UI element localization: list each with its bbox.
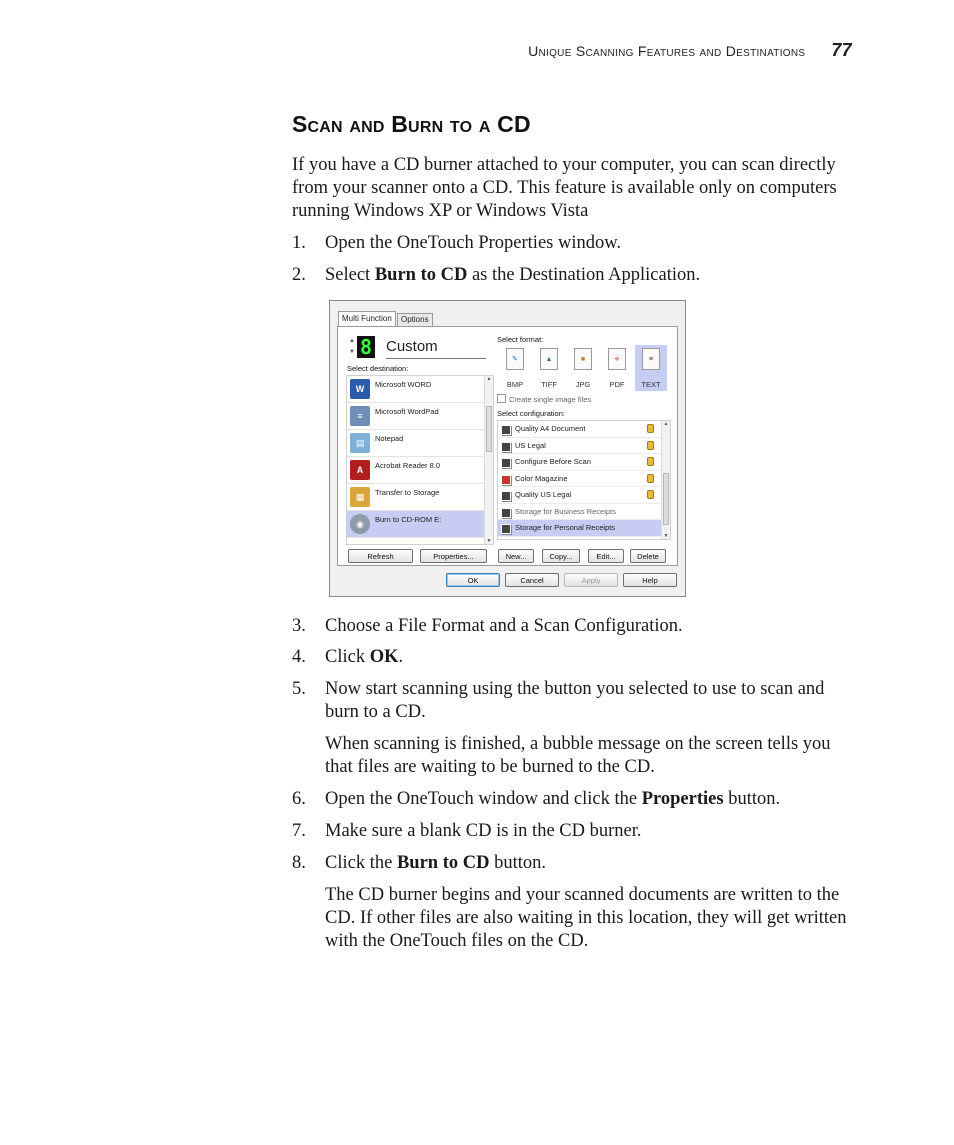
notepad-icon: ▤ — [350, 433, 370, 453]
list-item[interactable] — [498, 421, 662, 438]
config-icon — [501, 425, 511, 435]
step-number: 8. — [292, 853, 306, 873]
format-label: TIFF — [541, 380, 557, 389]
destination-label: Notepad — [375, 434, 404, 443]
destination-label: Acrobat Reader 8.0 — [375, 461, 441, 470]
format-label: TEXT — [641, 380, 661, 389]
config-icon — [501, 475, 511, 485]
checkbox-icon[interactable] — [497, 394, 506, 403]
select-format-label: Select format: — [497, 335, 544, 344]
list-item[interactable] — [498, 471, 662, 488]
step-text: Open the OneTouch window and click the Properties button. — [325, 789, 781, 809]
config-icon — [501, 491, 511, 501]
step-text: Select Burn to CD as the Destination Application. — [325, 265, 701, 285]
tab-multi-function[interactable]: Multi Function — [338, 311, 396, 326]
destination-label: Microsoft WORD — [375, 380, 432, 389]
delete-button[interactable]: Delete — [630, 549, 666, 563]
step-text: Make sure a blank CD is in the CD burner. — [325, 821, 642, 841]
configuration-list[interactable] — [497, 420, 671, 540]
jpg-icon: ■ — [574, 348, 592, 370]
lock-icon — [647, 424, 654, 433]
list-item[interactable] — [498, 438, 662, 455]
list-item[interactable] — [347, 403, 485, 430]
note-after-step-5: When scanning is finished, a bubble message on the screen tells you that files are waiting to be burned to the CD. — [325, 734, 831, 777]
step-text: Open the OneTouch Properties window. — [325, 233, 622, 253]
config-label: Configure Before Scan — [515, 457, 591, 466]
text-icon: ≡ — [642, 348, 660, 370]
copy-button[interactable]: Copy... — [542, 549, 580, 563]
step-text: Choose a File Format and a Scan Configuration. — [325, 616, 683, 636]
step-number: 1. — [292, 233, 306, 253]
destination-label: Transfer to Storage — [375, 488, 440, 497]
step-text: Now start scanning using the button you selected to use to scan and burn to a CD. — [325, 679, 825, 722]
format-pdf[interactable] — [601, 345, 633, 391]
destination-label: Burn to CD-ROM E: — [375, 515, 442, 524]
wordpad-icon: ≡ — [350, 406, 370, 426]
step-text: Click OK. — [325, 647, 404, 667]
list-item[interactable] — [347, 376, 485, 403]
config-icon — [501, 524, 511, 534]
config-icon — [501, 458, 511, 468]
properties-button[interactable]: Properties... — [420, 549, 487, 563]
config-label: Storage for Business Receipts — [515, 506, 616, 516]
refresh-button[interactable]: Refresh — [348, 549, 413, 563]
custom-label: Custom — [386, 336, 486, 359]
config-label: Storage for Personal Receipts — [515, 523, 616, 532]
destination-scrollbar[interactable] — [484, 376, 493, 544]
properties-panel — [337, 326, 678, 566]
cd-burn-icon: ◉ — [350, 514, 370, 534]
bmp-icon: ✎ — [506, 348, 524, 370]
tiff-icon: ▲ — [540, 348, 558, 370]
section-title: Scan and Burn to a CD — [292, 111, 531, 137]
page-number: 77 — [831, 40, 852, 60]
step-number: 2. — [292, 265, 306, 285]
counter-arrows-icon[interactable]: ▲ ▼ — [349, 338, 355, 355]
step-number: 4. — [292, 647, 306, 667]
format-label: PDF — [609, 380, 625, 389]
format-label: JPG — [575, 380, 591, 389]
format-text[interactable] — [635, 345, 667, 391]
select-destination-label: Select destination: — [347, 364, 409, 373]
apply-button[interactable]: Apply — [564, 573, 618, 587]
ok-button[interactable]: OK — [446, 573, 500, 587]
scroll-up-icon[interactable]: ▲ — [663, 421, 669, 427]
config-label: US Legal — [515, 440, 546, 450]
list-item[interactable] — [498, 454, 662, 471]
onetouch-properties-screenshot — [329, 300, 686, 597]
format-label: BMP — [506, 380, 524, 389]
lock-icon — [647, 474, 654, 483]
scroll-down-icon[interactable]: ▼ — [663, 533, 669, 539]
step-number: 6. — [292, 789, 306, 809]
edit-button[interactable]: Edit... — [588, 549, 624, 563]
scroll-up-icon[interactable]: ▲ — [486, 376, 492, 382]
scroll-thumb[interactable] — [486, 406, 492, 452]
scroll-thumb[interactable] — [663, 473, 669, 525]
config-label: Color Magazine — [515, 473, 568, 483]
configuration-scrollbar[interactable] — [661, 421, 670, 539]
list-item[interactable] — [498, 520, 662, 537]
config-label: Quality A4 Document — [515, 424, 586, 433]
acrobat-icon: A — [350, 460, 370, 480]
list-item[interactable] — [498, 504, 662, 521]
scroll-down-icon[interactable]: ▼ — [486, 538, 492, 544]
step-text: Click the Burn to CD button. — [325, 853, 546, 873]
step-number: 5. — [292, 679, 306, 699]
config-icon — [501, 508, 511, 518]
step-number: 7. — [292, 821, 306, 841]
running-title: Unique Scanning Features and Destinations — [528, 43, 806, 59]
new-button[interactable]: New... — [498, 549, 534, 563]
intro-paragraph: If you have a CD burner attached to your computer, you can scan directly from your scanner onto a CD. This feature is available only on computers running Windows XP or Windows Vista — [292, 155, 837, 221]
list-item[interactable] — [347, 457, 485, 484]
list-item[interactable] — [498, 487, 662, 504]
lock-icon — [647, 457, 654, 466]
button-counter — [348, 336, 378, 358]
list-item[interactable] — [347, 511, 485, 538]
lock-icon — [647, 490, 654, 499]
tab-options[interactable]: Options — [397, 313, 433, 326]
list-item[interactable] — [347, 430, 485, 457]
list-item[interactable] — [347, 484, 485, 511]
format-jpg[interactable] — [567, 345, 599, 391]
config-label: Quality US Legal — [515, 490, 572, 499]
format-bmp[interactable] — [499, 345, 531, 391]
destination-list[interactable] — [346, 375, 494, 545]
help-button[interactable]: Help — [623, 573, 677, 587]
cancel-button[interactable]: Cancel — [505, 573, 559, 587]
led-digit: 8 — [357, 336, 375, 358]
format-row — [497, 345, 671, 391]
step-number: 3. — [292, 616, 306, 636]
running-header — [0, 40, 852, 61]
storage-icon: ▦ — [350, 487, 370, 507]
create-single-label: Create single image files — [509, 395, 592, 404]
format-tiff[interactable] — [533, 345, 565, 391]
lock-icon — [647, 441, 654, 450]
create-single-checkbox[interactable] — [497, 394, 591, 404]
destination-label: Microsoft WordPad — [375, 407, 439, 416]
note-after-step-8: The CD burner begins and your scanned documents are written to the CD. If other files are also waiting in this location, they will get written with the OneTouch files on the CD. — [325, 885, 847, 951]
select-configuration-label: Select configuration: — [497, 409, 565, 418]
config-icon — [501, 442, 511, 452]
word-icon: W — [350, 379, 370, 399]
pdf-icon: ⟡ — [608, 348, 626, 370]
